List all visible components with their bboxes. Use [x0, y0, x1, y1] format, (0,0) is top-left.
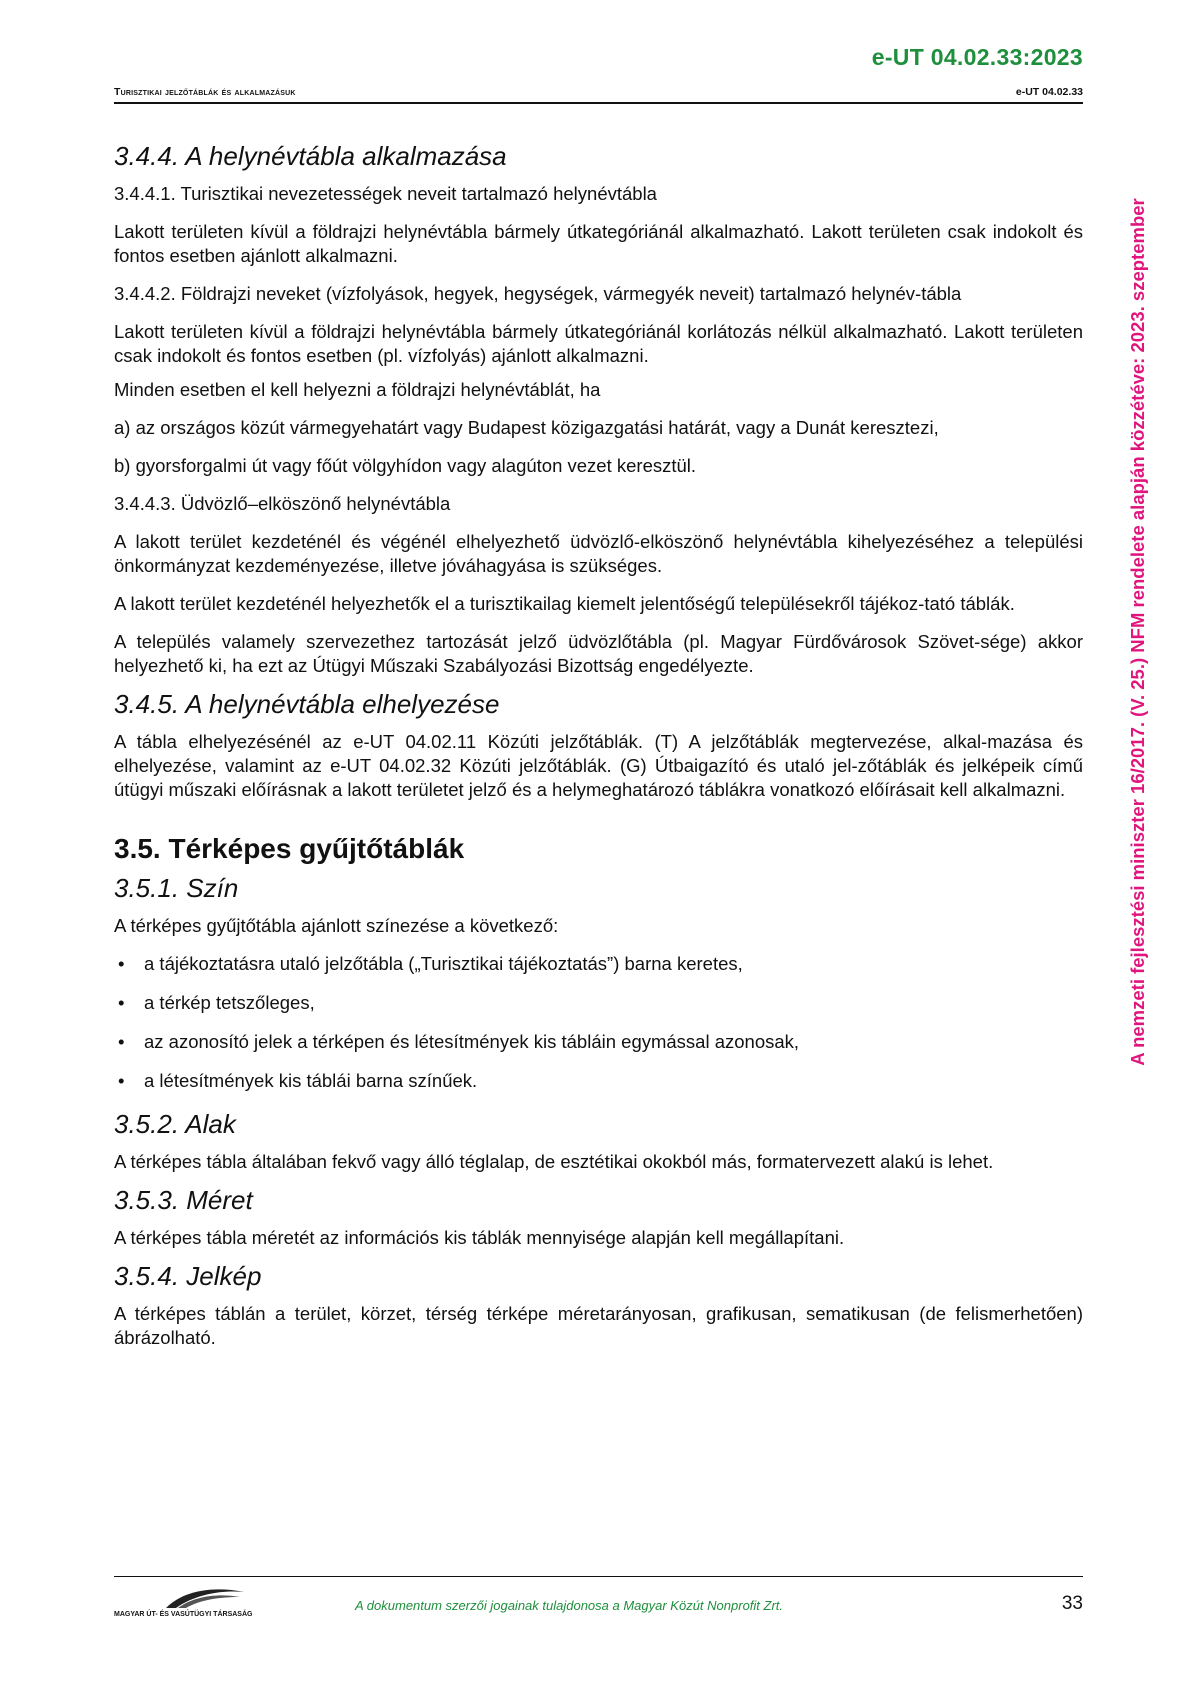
page-content	[114, 140, 1083, 1350]
copyright-notice: A dokumentum szerzői jogainak tulajdonosa a Magyar Közút Nonprofit Zrt.	[355, 1598, 784, 1613]
section-3-5-heading: 3.5. Térképes gyűjtőtáblák	[114, 833, 465, 864]
page-number: 33	[1061, 1593, 1083, 1614]
section-3-4-4-1-heading: 3.4.4.1. Turisztikai nevezetességek neveit tartalmazó helynévtábla	[114, 183, 657, 204]
list-item: • a térkép tetszőleges,	[118, 992, 315, 1013]
list-item: • a tájékoztatásra utaló jelzőtábla („Turisztikai tájékoztatás”) barna keretes,	[118, 953, 743, 974]
section-3-5-2-heading: 3.5.2. Alak	[114, 1109, 236, 1139]
publication-side-note	[1121, 162, 1155, 1102]
section-3-4-4-2-heading: 3.4.4.2. Földrajzi neveket (vízfolyások, hegyek, hegységek, vármegyék neveit) tartalmazó helynév-tábla	[114, 283, 962, 304]
paragraph: A lakott terület kezdeténél és végénél elhelyezhető üdvözlő-elköszönő helynévtábla kihelyezéséhez a települési önkormányzat kezdeményezése, illetve jóváhagyása is szükséges.	[114, 531, 1083, 576]
bullet-icon: •	[118, 992, 125, 1013]
logo-text: MAGYAR ÚT- ÉS VASÚTÜGYI TÁRSASÁG	[114, 1611, 253, 1618]
paragraph: Lakott területen kívül a földrajzi helynévtábla bármely útkategóriánál korlátozás nélkül alkalmazható. Lakott területen csak indokolt és fontos esetben (pl. vízfolyás) ajánlott alkalmazni.	[114, 321, 1083, 366]
paragraph: A térképes tábla általában fekvő vagy álló téglalap, de esztétikai okokból más, formatervezett alakú is lehet.	[114, 1151, 994, 1172]
section-3-5-3-heading: 3.5.3. Méret	[114, 1185, 253, 1215]
bullet-icon: •	[118, 953, 125, 974]
section-3-5-1-heading: 3.5.1. Szín	[114, 873, 239, 903]
side-note-text: A nemzeti fejlesztési miniszter 16/2017. (V. 25.) NFM rendelete alapján közzétéve: 2023. szeptember	[1127, 198, 1148, 1066]
paragraph: Minden esetben el kell helyezni a földrajzi helynévtáblát, ha	[114, 379, 601, 400]
logo-swoosh-icon	[114, 1584, 264, 1610]
paragraph: A térképes tábla méretét az információs kis táblák mennyisége alapján kell megállapítani.	[114, 1227, 845, 1248]
list-item-a: a) az országos közút vármegyehatárt vagy Budapest közigazgatási határát, vagy a Dunát keresztezi,	[114, 417, 939, 438]
list-item-b: b) gyorsforgalmi út vagy főút völgyhídon vagy alagúton vezet keresztül.	[114, 455, 697, 476]
paragraph: A tábla elhelyezésénél az e-UT 04.02.11 Közúti jelzőtáblák. (T) A jelzőtáblák megtervezése, alkal-mazása és elhelyezése, valamint az e-UT 04.02.32 Közúti jelzőtáblák. (G) Útbaigazító és utaló jel-zőtáblák és jelképeik című útügyi műszaki előírásnak a lakott területet jelző és a helymeghatározó táblákra vonatkozó előírásait kell alkalmazni.	[114, 731, 1083, 800]
document-code: e-UT 04.02.33:2023	[871, 44, 1083, 70]
list-item: • a létesítmények kis táblái barna színűek.	[118, 1070, 478, 1091]
bullet-icon: •	[118, 1031, 125, 1052]
section-3-4-4-heading: 3.4.4. A helynévtábla alkalmazása	[114, 141, 507, 171]
list-item: • az azonosító jelek a térképen és létesítmények kis tábláin egymással azonosak,	[118, 1031, 800, 1052]
paragraph: Lakott területen kívül a földrajzi helynévtábla bármely útkategóriánál alkalmazható. Lakott területen csak indokolt és fontos esetben ajánlott alkalmazni.	[114, 221, 1083, 266]
bullet-icon: •	[118, 1070, 125, 1091]
society-logo	[114, 1584, 264, 1620]
footer-divider	[114, 1576, 1083, 1577]
section-3-4-5-heading: 3.4.5. A helynévtábla elhelyezése	[114, 689, 500, 719]
running-header	[114, 84, 1083, 104]
paragraph: A település valamely szervezethez tartozását jelző üdvözlőtábla (pl. Magyar Fürdővárosok Szövet-sége) akkor helyezhető ki, ha ezt az Útügyi Műszaki Szabályozási Bizottság engedélyezte.	[114, 631, 1083, 676]
running-code: e-UT 04.02.33	[1015, 86, 1083, 98]
paragraph: A lakott terület kezdeténél helyezhetők el a turisztikailag kiemelt jelentőségű településekről tájékoz-tató táblák.	[114, 593, 1015, 614]
section-3-5-4-heading: 3.5.4. Jelkép	[114, 1261, 262, 1291]
running-title: Turisztikai jelzőtáblák és alkalmazásuk	[114, 86, 296, 98]
paragraph: A térképes táblán a terület, körzet, térség térképe méretarányosan, grafikusan, sematikusan (de felismerhetően) ábrázolható.	[114, 1303, 1083, 1348]
color-list	[114, 952, 1083, 1093]
paragraph: A térképes gyűjtőtábla ajánlott színezése a következő:	[114, 915, 559, 936]
section-3-4-4-3-heading: 3.4.4.3. Üdvözlő–elköszönő helynévtábla	[114, 493, 451, 514]
